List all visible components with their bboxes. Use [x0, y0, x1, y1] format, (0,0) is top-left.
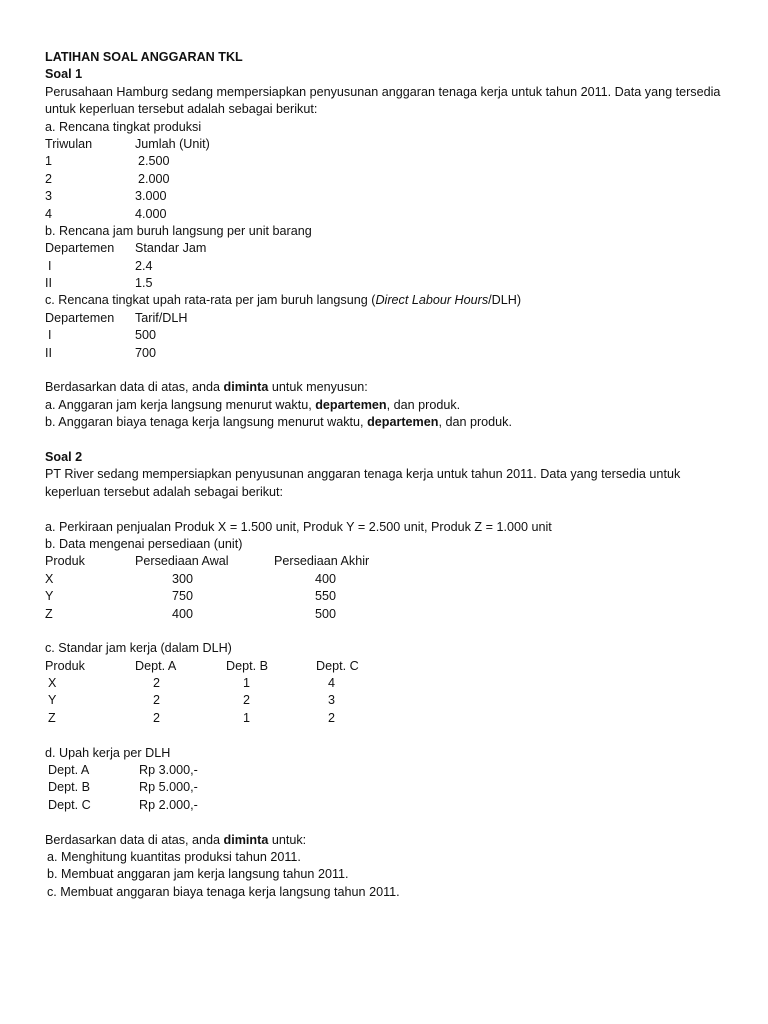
soal1-a-label: a. Rencana tingkat produksi — [45, 119, 202, 134]
soal1-b-header-row — [45, 240, 735, 257]
soal2-c-label: c. Standar jam kerja (dalam DLH) — [45, 641, 232, 656]
cell-persediaan-awal: 400 — [172, 606, 194, 621]
cell-jumlah: 2.000 — [138, 171, 170, 186]
table-row — [45, 275, 735, 292]
soal2-intro-line2: keperluan tersebut adalah sebagai berikut: — [45, 484, 284, 499]
task-intro-text: Berdasarkan data di atas, anda — [45, 380, 224, 395]
cell-upah: Rp 5.000,- — [139, 780, 198, 795]
cell-persediaan-akhir: 400 — [315, 571, 337, 586]
task-intro-suffix: untuk: — [268, 832, 307, 847]
cell-produk: Y — [48, 693, 57, 708]
cell-departemen: II — [45, 345, 52, 360]
col-header-dept-b: Dept. B — [226, 658, 268, 673]
cell-jumlah: 4.000 — [135, 206, 167, 221]
soal1-heading: Soal 1 — [45, 67, 83, 82]
cell-dept: Dept. A — [48, 763, 90, 778]
table-row — [45, 762, 735, 779]
cell-triwulan: 1 — [45, 154, 53, 169]
table-row — [45, 606, 735, 623]
table-row — [45, 171, 735, 188]
soal1-task-a — [45, 397, 735, 414]
document-page — [45, 49, 735, 901]
cell-dept-a: 2 — [153, 676, 161, 691]
task-intro-bold: diminta — [223, 380, 269, 395]
col-header-tarif: Tarif/DLH — [135, 310, 188, 325]
col-header-departemen: Departemen — [45, 310, 115, 325]
table-row — [45, 779, 735, 796]
cell-dept-a: 2 — [153, 710, 161, 725]
document-title: LATIHAN SOAL ANGGARAN TKL — [45, 50, 243, 64]
table-row — [45, 206, 735, 223]
cell-produk: Z — [48, 710, 56, 725]
cell-dept: Dept. B — [48, 780, 90, 795]
soal2-d-label: d. Upah kerja per DLH — [45, 745, 171, 760]
cell-triwulan: 3 — [45, 189, 53, 204]
table-row — [45, 345, 735, 362]
col-header-departemen: Departemen — [45, 241, 115, 256]
task-b-text: b. Anggaran biaya tenaga kerja langsung menurut waktu, — [45, 415, 368, 430]
cell-produk: X — [48, 676, 57, 691]
cell-jumlah: 3.000 — [135, 189, 167, 204]
cell-tarif: 700 — [135, 345, 157, 360]
soal1-intro-line1: Perusahaan Hamburg sedang mempersiapkan penyusunan anggaran tenaga kerja untuk tahun 2011. Data yang tersedia — [45, 84, 721, 99]
cell-tarif: 500 — [135, 328, 157, 343]
task-a-suffix: , dan produk. — [386, 397, 461, 412]
soal2-heading: Soal 2 — [45, 449, 83, 464]
col-header-dept-c: Dept. C — [316, 658, 359, 673]
soal2-intro-line1: PT River sedang mempersiapkan penyusunan anggaran tenaga kerja untuk tahun 2011. Data yang tersedia untuk — [45, 467, 681, 482]
cell-persediaan-akhir: 500 — [315, 606, 337, 621]
cell-standar-jam: 2.4 — [135, 258, 153, 273]
soal1-task-b — [45, 414, 735, 431]
cell-produk: Y — [45, 589, 54, 604]
task-a-bold: departemen — [315, 397, 387, 412]
cell-produk: Z — [45, 606, 53, 621]
cell-dept-c: 4 — [328, 676, 336, 691]
cell-departemen: I — [48, 328, 52, 343]
cell-dept-c: 2 — [328, 710, 336, 725]
soal2-c-header-row — [45, 658, 735, 675]
soal1-a-header-row — [45, 136, 735, 153]
cell-produk: X — [45, 571, 54, 586]
task-a-text: a. Anggaran jam kerja langsung menurut waktu, — [45, 397, 316, 412]
table-row — [45, 327, 735, 344]
soal1-task-intro — [45, 379, 735, 396]
cell-dept-a: 2 — [153, 693, 161, 708]
table-row — [45, 188, 735, 205]
table-row — [45, 588, 735, 605]
cell-departemen: II — [45, 276, 52, 291]
cell-triwulan: 4 — [45, 206, 53, 221]
col-header-produk: Produk — [45, 554, 85, 569]
cell-upah: Rp 3.000,- — [139, 763, 198, 778]
col-header-produk: Produk — [45, 658, 85, 673]
cell-dept: Dept. C — [48, 797, 91, 812]
cell-dept-b: 1 — [243, 676, 251, 691]
c-label-text: c. Rencana tingkat upah rata-rata per jam buruh langsung ( — [45, 293, 376, 308]
col-header-jumlah: Jumlah (Unit) — [135, 136, 210, 151]
soal2-b-header-row — [45, 553, 735, 570]
table-row — [45, 153, 735, 170]
col-header-dept-a: Dept. A — [135, 658, 177, 673]
cell-dept-b: 2 — [243, 693, 251, 708]
cell-persediaan-akhir: 550 — [315, 589, 337, 604]
cell-triwulan: 2 — [45, 171, 53, 186]
cell-upah: Rp 2.000,- — [139, 797, 198, 812]
soal1-c-header-row — [45, 310, 735, 327]
table-row — [45, 258, 735, 275]
col-header-persediaan-akhir: Persediaan Akhir — [274, 554, 370, 569]
table-row — [45, 571, 735, 588]
col-header-standar-jam: Standar Jam — [135, 241, 207, 256]
soal2-task-intro — [45, 832, 735, 849]
cell-standar-jam: 1.5 — [135, 276, 153, 291]
soal1-b-label: b. Rencana jam buruh langsung per unit barang — [45, 223, 312, 238]
cell-dept-c: 3 — [328, 693, 336, 708]
table-row — [45, 710, 735, 727]
task-intro-suffix: untuk menyusun: — [268, 380, 368, 395]
soal1-c-label — [45, 292, 735, 309]
soal2-task-item: b. Membuat anggaran jam kerja langsung tahun 2011. — [47, 867, 349, 882]
c-label-italic: Direct Labour Hours — [375, 293, 489, 308]
c-label-suffix: /DLH) — [488, 293, 522, 308]
cell-departemen: I — [48, 258, 52, 273]
table-row — [45, 797, 735, 814]
cell-dept-b: 1 — [243, 710, 251, 725]
table-row — [45, 675, 735, 692]
soal1-intro-line2: untuk keperluan tersebut adalah sebagai berikut: — [45, 102, 318, 117]
soal2-b-label: b. Data mengenai persediaan (unit) — [45, 536, 243, 551]
soal2-task-item: c. Membuat anggaran biaya tenaga kerja langsung tahun 2011. — [47, 884, 400, 899]
table-row — [45, 692, 735, 709]
cell-jumlah: 2.500 — [138, 154, 170, 169]
col-header-persediaan-awal: Persediaan Awal — [135, 554, 229, 569]
task-b-suffix: , dan produk. — [438, 415, 512, 430]
task-intro-text: Berdasarkan data di atas, anda — [45, 832, 224, 847]
soal2-task-item: a. Menghitung kuantitas produksi tahun 2011. — [47, 849, 301, 864]
soal2-a-label: a. Perkiraan penjualan Produk X = 1.500 unit, Produk Y = 2.500 unit, Produk Z = 1.000 unit — [45, 519, 552, 534]
task-intro-bold: diminta — [223, 832, 269, 847]
task-b-bold: departemen — [367, 415, 439, 430]
cell-persediaan-awal: 750 — [172, 589, 194, 604]
cell-persediaan-awal: 300 — [172, 571, 194, 586]
col-header-triwulan: Triwulan — [45, 136, 93, 151]
